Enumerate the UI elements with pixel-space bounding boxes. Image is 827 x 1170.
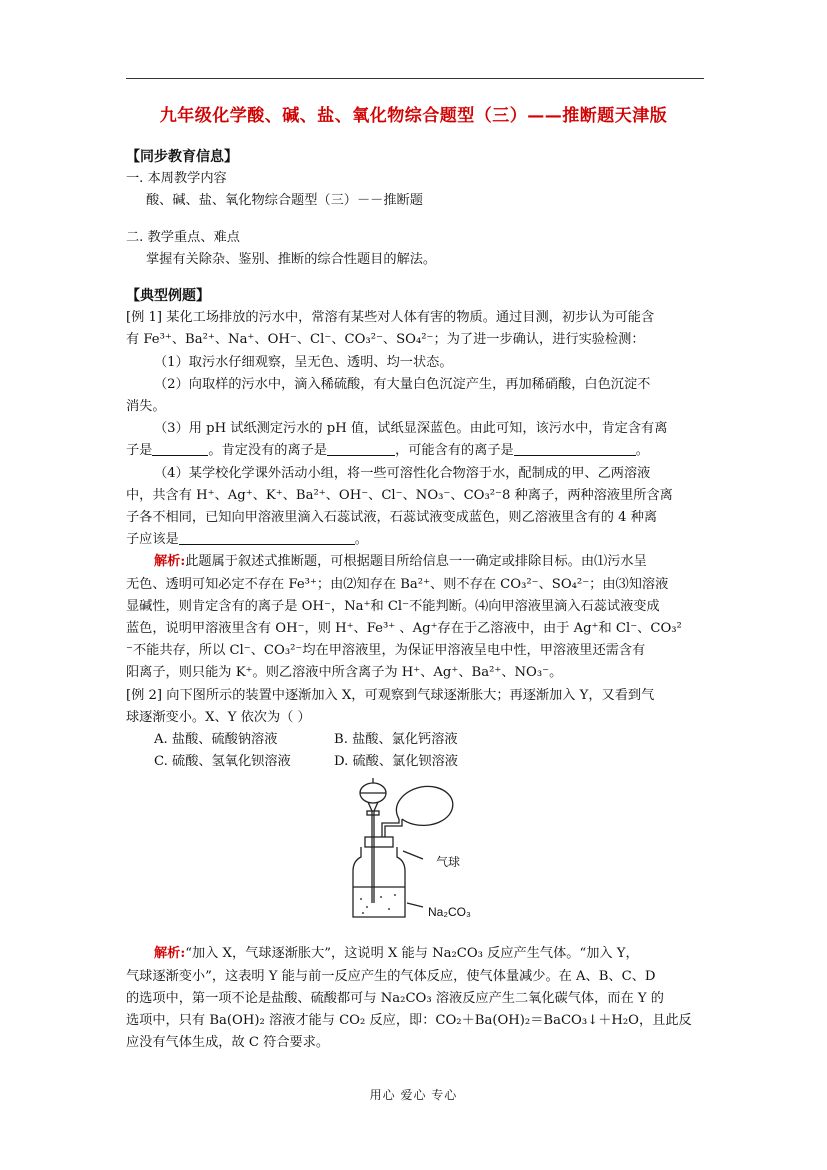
ex1-analysis-5: ⁻不能共存，所以 Cl⁻、CO₃²⁻均在甲溶液里，为保证甲溶液呈电中性，甲溶液里还需含有 [126, 643, 646, 659]
label-balloon: 气球 [436, 855, 461, 870]
ex1-analysis-3: 显碱性，则肯定含有的离子是 OH⁻，Na⁺和 Cl⁻不能判断。⑷向甲溶液里滴入石蕊试液变成 [126, 598, 660, 614]
ex1-analysis-text: 此题属于叙述式推断题，可根据题目所给信息一一确定或排除目标。由⑴污水呈 [185, 554, 647, 570]
answer-blank-absent[interactable] [327, 441, 395, 456]
ex2-analysis-5: 应没有气体生成，故 C 符合要求。 [126, 1035, 330, 1051]
analysis-label-2: 解析: [154, 946, 186, 962]
item2-heading: 二. 教学重点、难点 [126, 229, 240, 245]
item1-heading: 一. 本周教学内容 [126, 171, 227, 187]
document-body [126, 146, 708, 1055]
label-na2co3: Na₂CO₃ [428, 905, 471, 920]
ex2-analysis-4: 选项中，只有 Ba(OH)₂ 溶液才能与 CO₂ 反应，即：CO₂＋Ba(OH)₂＝BaCO₃↓＋H₂O，且此反 [126, 1013, 692, 1029]
ex2-line2: 球逐渐变小。X、Y 依次为（ ） [126, 709, 311, 725]
section-sync-heading: 【同步教育信息】 [126, 149, 238, 165]
funnel-stopcock [367, 811, 379, 815]
ex1-step4a: （4）某学校化学课外活动小组，将一些可溶性化合物溶于水，配制成的甲、乙两溶液 [154, 465, 651, 481]
option-a: A. 盐酸、硫酸钠溶液 [154, 732, 278, 748]
answer-blank-present[interactable] [152, 441, 208, 456]
ex1-step3b-part3: ，可能含有的离子是 [395, 443, 514, 459]
ex1-analysis-4: 蓝色，说明甲溶液里含有 OH⁻，则 H⁺、Fe³⁺ 、Ag⁺存在于乙溶液中，由于 Ag⁺和 Cl⁻、CO₃² [126, 621, 682, 637]
option-d: D. 硫酸、氯化钡溶液 [334, 754, 458, 770]
item1-body: 酸、碱、盐、氧化物综合题型（三）－－推断题 [146, 193, 423, 209]
page-footer: 用心 爱心 专心 [369, 1088, 458, 1102]
apparatus-figure [126, 773, 708, 943]
ex1-step4d-part1: 子应该是 [126, 532, 179, 548]
answer-blank-possible[interactable] [514, 441, 636, 456]
ex1-step4d-part2: 。 [354, 532, 368, 548]
option-c: C. 硫酸、氢氧化钡溶液 [154, 754, 291, 770]
ex1-step4d [126, 529, 708, 551]
ex1-step4c: 子各不相同，已知向甲溶液里滴入石蕊试液，石蕊试液变成蓝色，则乙溶液里含有的 4 种离 [126, 510, 658, 526]
ex2-analysis-1 [126, 943, 708, 965]
ex1-step3b-part1: 子是 [126, 443, 153, 459]
options-row-1 [126, 729, 708, 751]
ex2-analysis-3: 的选项中，第一项不论是盐酸、硫酸都可与 Na₂CO₃ 溶液反应产生二氧化碳气体，而在 Y 的 [126, 990, 664, 1006]
ex2-line1: [例 2] 向下图所示的装置中逐渐加入 X，可观察到气球逐渐胀大；再逐渐加入 Y，又看到气 [126, 687, 655, 703]
section-examples-heading: 【典型例题】 [126, 288, 210, 305]
ex2-analysis-text: “加入 X，气球逐渐胀大”，这说明 X 能与 Na₂CO₃ 反应产生气体。“加入 Y， [185, 946, 639, 962]
analysis-label: 解析: [154, 554, 186, 570]
ex1-step3a: （3）用 pH 试纸测定污水的 pH 值，试纸显深蓝色。由此可知，该污水中，肯定含有离 [154, 421, 668, 437]
ex1-line2: 有 Fe³⁺、Ba²⁺、Na⁺、OH⁻、Cl⁻、CO₃²⁻、SO₄²⁻；为了进一步确认，进行实验检测： [126, 332, 645, 348]
option-b: B. 盐酸、氯化钙溶液 [334, 732, 458, 748]
ex1-line1: [例 1] 某化工场排放的污水中，常溶有某些对人体有害的物质。通过目测，初步认为可能含 [126, 310, 655, 326]
ex1-step4b: 中，共含有 H⁺、Ag⁺、K⁺、Ba²⁺、OH⁻、Cl⁻、NO₃⁻、CO₃²⁻8 种离子，两种溶液里所含离 [126, 487, 673, 503]
stopper [365, 837, 393, 847]
ex1-step3b [126, 440, 708, 462]
ex1-step1: （1）取污水仔细观察，呈无色、透明、均一状态。 [154, 354, 453, 370]
answer-blank-ions[interactable] [179, 530, 355, 545]
ex1-analysis-1 [126, 551, 708, 573]
bottle [353, 847, 405, 917]
ex1-step2b: 消失。 [126, 399, 166, 415]
item2-body: 掌握有关除杂、鉴别、推断的综合性题目的解法。 [146, 251, 437, 267]
ex1-analysis-2: 无色、透明可知必定不存在 Fe³⁺；由⑵知存在 Ba²⁺、则不存在 CO₃²⁻、SO₄²⁻；由⑶知溶液 [126, 576, 669, 592]
ex1-step2a: （2）向取样的污水中，滴入稀硫酸，有大量白色沉淀产生，再加稀硝酸，白色沉淀不 [154, 376, 651, 392]
ex1-analysis-6: 阳离子，则只能为 K⁺。则乙溶液中所含离子为 H⁺、Ag⁺、Ba²⁺、NO₃⁻。 [126, 665, 563, 681]
header-rule [126, 78, 704, 79]
ex1-step3b-part2: 。肯定没有的离子是 [208, 443, 328, 459]
page-title: 九年级化学酸、碱、盐、氧化物综合题型（三）——推断题天津版 [159, 106, 668, 126]
ex1-step3b-part4: 。 [635, 443, 649, 459]
options-row-2 [126, 751, 708, 773]
balloon [396, 787, 452, 826]
ex2-analysis-2: 气球逐渐变小”，这表明 Y 能与前一反应产生的气体反应，使气体量减少。在 A、B、C、D [126, 968, 656, 984]
